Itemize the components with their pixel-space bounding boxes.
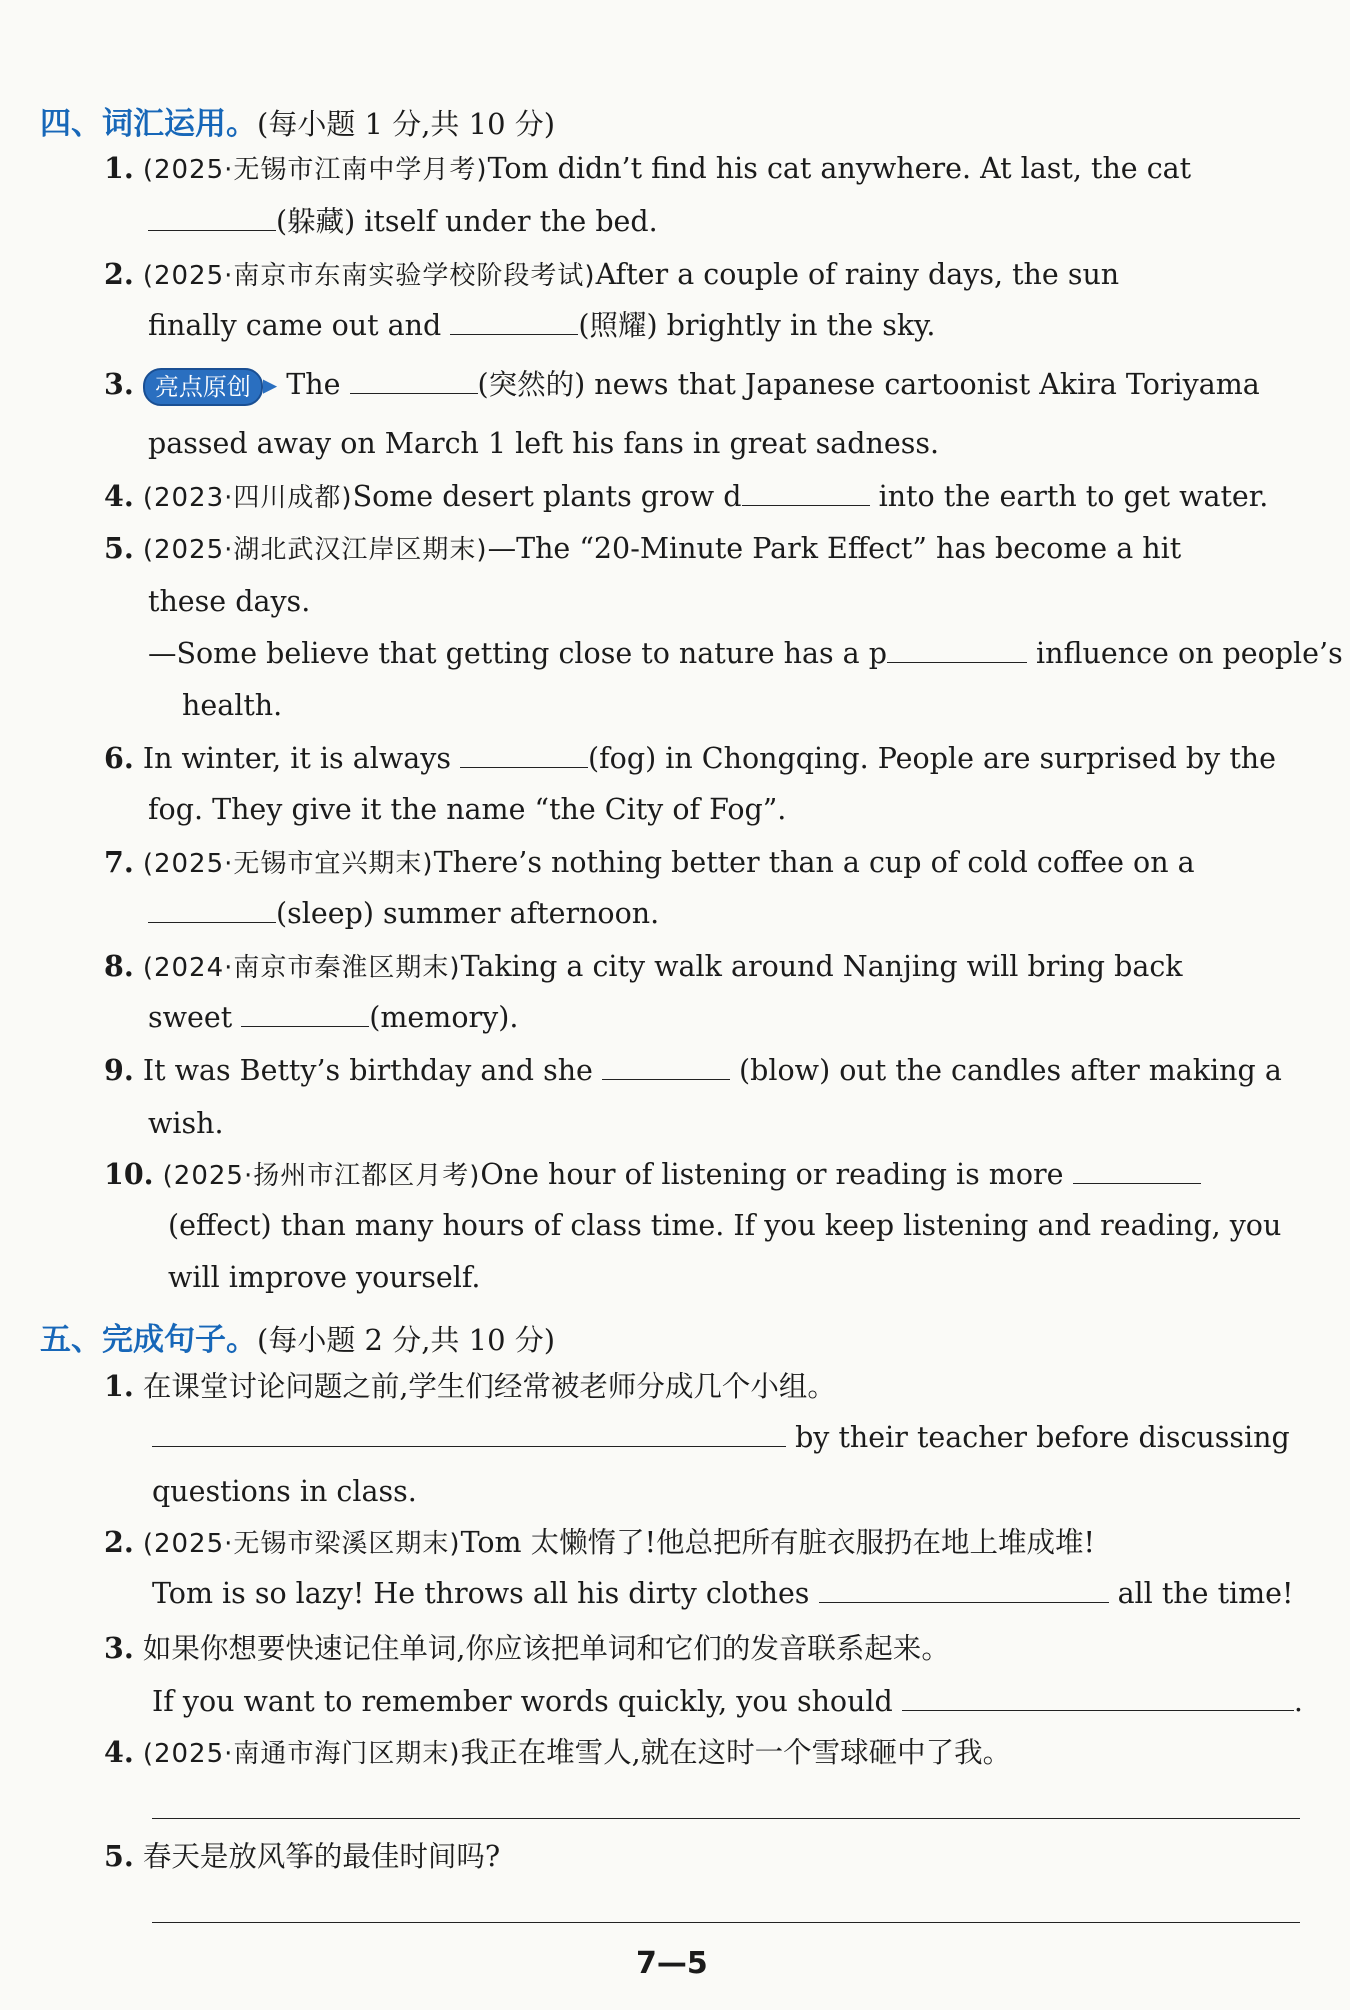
item-chinese: 在课堂讨论问题之前,学生们经常被老师分成几个小组。 bbox=[142, 1370, 836, 1403]
item-number: 5. bbox=[104, 1839, 134, 1873]
answer-blank[interactable] bbox=[1073, 1157, 1201, 1184]
s4-item10-line1 bbox=[104, 1156, 1201, 1194]
item-text: questions in class. bbox=[152, 1475, 417, 1508]
item-text: Tom didn’t find his cat anywhere. At last, the cat bbox=[487, 152, 1192, 185]
section4-title bbox=[40, 98, 555, 143]
item-text: —Some believe that getting close to nature has a p bbox=[148, 637, 887, 670]
item-text: The bbox=[286, 368, 341, 401]
s5-item4-cn bbox=[104, 1734, 1011, 1772]
item-source: (2025·无锡市梁溪区期末) bbox=[142, 1529, 461, 1559]
item-number: 4. bbox=[104, 479, 134, 513]
item-text: . bbox=[1293, 1685, 1303, 1718]
answer-blank[interactable] bbox=[742, 479, 870, 506]
section4-heading: 四、词汇运用。 bbox=[40, 106, 257, 142]
s4-item2-line1 bbox=[104, 256, 1119, 294]
item-text: wish. bbox=[148, 1107, 224, 1140]
item-number: 2. bbox=[104, 257, 134, 291]
s4-item3-line1 bbox=[104, 366, 1260, 406]
item-number: 2. bbox=[104, 1525, 134, 1559]
item-source: (2025·无锡市宜兴期末) bbox=[142, 849, 434, 879]
item-source: (2025·南京市东南实验学校阶段考试) bbox=[142, 261, 596, 291]
item-number: 7. bbox=[104, 845, 134, 879]
answer-blank[interactable] bbox=[887, 636, 1027, 663]
s4-item9-line2 bbox=[148, 1106, 224, 1142]
page-number: 7—5 bbox=[636, 1946, 708, 1981]
s4-item6-line1 bbox=[104, 740, 1276, 777]
item-text: (blow) out the candles after making a bbox=[739, 1054, 1282, 1087]
item-number: 10. bbox=[104, 1157, 154, 1191]
item-text: (fog) in Chongqing. People are surprised by the bbox=[588, 742, 1276, 775]
s4-item4-line1 bbox=[104, 478, 1268, 516]
item-number: 5. bbox=[104, 531, 134, 565]
s4-item9-line1 bbox=[104, 1052, 1282, 1089]
item-text: —The “20-Minute Park Effect” has become a hit bbox=[487, 532, 1182, 565]
item-text: (effect) than many hours of class time. If you keep listening and reading, you bbox=[168, 1209, 1282, 1242]
s5-item1-cn bbox=[104, 1368, 836, 1405]
s5-item3-cn bbox=[104, 1630, 950, 1667]
item-text: sweet bbox=[148, 1001, 233, 1034]
item-text: passed away on March 1 left his fans in great sadness. bbox=[148, 427, 940, 460]
answer-blank[interactable] bbox=[602, 1053, 730, 1080]
item-source: (2023·四川成都) bbox=[142, 483, 353, 513]
answer-blank[interactable] bbox=[152, 1420, 786, 1447]
item-text: all the time! bbox=[1117, 1577, 1294, 1610]
s4-item10-line3 bbox=[168, 1260, 480, 1296]
item-text: If you want to remember words quickly, you should bbox=[152, 1685, 893, 1718]
item-source: (2025·南通市海门区期末) bbox=[142, 1739, 461, 1769]
item-text: After a couple of rainy days, the sun bbox=[595, 258, 1120, 291]
item-text: fog. They give it the name “the City of Fog”. bbox=[148, 793, 787, 826]
item-text: into the earth to get water. bbox=[878, 480, 1269, 513]
item-text: It was Betty’s birthday and she bbox=[142, 1054, 593, 1087]
item-text: One hour of listening or reading is more bbox=[480, 1158, 1064, 1191]
s4-item5-line2 bbox=[148, 584, 310, 620]
s4-item3-line2 bbox=[148, 426, 939, 462]
answer-blank[interactable] bbox=[148, 896, 276, 923]
s5-item2-en bbox=[152, 1576, 1294, 1612]
item-number: 4. bbox=[104, 1735, 134, 1769]
item-chinese: Tom 太懒惰了!他总把所有脏衣服扔在地上堆成堆! bbox=[460, 1526, 1096, 1559]
s5-item1-en2 bbox=[152, 1474, 417, 1510]
section5-score-note: (每小题 2 分,共 10 分) bbox=[257, 1323, 556, 1357]
s4-item2-line2 bbox=[148, 308, 936, 344]
s5-item5-cn bbox=[104, 1838, 500, 1875]
s4-item10-line2 bbox=[168, 1208, 1281, 1244]
s5-item2-cn bbox=[104, 1524, 1095, 1562]
item-text: In winter, it is always bbox=[142, 742, 451, 775]
item-source: (2025·无锡市江南中学月考) bbox=[142, 155, 488, 185]
item-source: (2025·湖北武汉江岸区期末) bbox=[142, 535, 488, 565]
s5-item1-en1 bbox=[152, 1420, 1290, 1456]
item-text: will improve yourself. bbox=[168, 1261, 481, 1294]
item-text: (memory). bbox=[369, 1001, 519, 1034]
item-number: 9. bbox=[104, 1053, 134, 1087]
item-text: Tom is so lazy! He throws all his dirty clothes bbox=[152, 1577, 810, 1610]
answer-blank[interactable] bbox=[819, 1576, 1109, 1603]
item-text: finally came out and bbox=[148, 309, 442, 342]
s4-item7-line2 bbox=[148, 896, 659, 932]
section4-score-note: (每小题 1 分,共 10 分) bbox=[257, 107, 556, 141]
item-text: (突然的) news that Japanese cartoonist Akira Toriyama bbox=[477, 368, 1260, 401]
s4-item8-line2 bbox=[148, 1000, 518, 1036]
answer-blank[interactable] bbox=[350, 367, 478, 394]
s4-item7-line1 bbox=[104, 844, 1195, 882]
item-source: (2025·扬州市江都区月考) bbox=[162, 1161, 481, 1191]
s4-item1-line2 bbox=[148, 204, 658, 240]
answer-line[interactable] bbox=[152, 1818, 1300, 1819]
answer-blank[interactable] bbox=[450, 308, 578, 335]
item-chinese: 春天是放风筝的最佳时间吗? bbox=[142, 1840, 501, 1873]
item-text: these days. bbox=[148, 585, 311, 618]
answer-blank[interactable] bbox=[148, 204, 276, 231]
item-text: Taking a city walk around Nanjing will bring back bbox=[460, 950, 1183, 983]
s4-item8-line1 bbox=[104, 948, 1183, 986]
original-badge: 亮点原创 bbox=[143, 368, 263, 406]
s4-item5-line3 bbox=[148, 636, 1343, 672]
item-text: (躲藏) itself under the bed. bbox=[276, 205, 658, 238]
item-text: (照耀) brightly in the sky. bbox=[578, 309, 936, 342]
answer-line[interactable] bbox=[152, 1922, 1300, 1923]
item-text: by their teacher before discussing bbox=[795, 1421, 1290, 1454]
answer-blank[interactable] bbox=[902, 1684, 1294, 1711]
item-text: There’s nothing better than a cup of cold coffee on a bbox=[433, 846, 1195, 879]
item-text: (sleep) summer afternoon. bbox=[276, 897, 660, 930]
item-number: 3. bbox=[104, 367, 134, 401]
item-chinese: 如果你想要快速记住单词,你应该把单词和它们的发音联系起来。 bbox=[142, 1632, 950, 1665]
s4-item5-line4 bbox=[182, 688, 282, 724]
item-number: 3. bbox=[104, 1631, 134, 1665]
item-source: (2024·南京市秦淮区期末) bbox=[142, 953, 461, 983]
section5-title bbox=[40, 1314, 555, 1359]
badge-arrow-icon: ▸ bbox=[262, 367, 278, 401]
s4-item1-line1 bbox=[104, 150, 1191, 188]
item-chinese: 我正在堆雪人,就在这时一个雪球砸中了我。 bbox=[460, 1736, 1012, 1769]
s4-item6-line2 bbox=[148, 792, 786, 828]
item-text: Some desert plants grow d bbox=[352, 480, 742, 513]
s4-item5-line1 bbox=[104, 530, 1181, 568]
item-text: influence on people’s bbox=[1036, 637, 1343, 670]
section5-heading: 五、完成句子。 bbox=[40, 1322, 257, 1358]
s5-item3-en bbox=[152, 1684, 1303, 1720]
item-number: 1. bbox=[104, 1369, 134, 1403]
item-number: 1. bbox=[104, 151, 134, 185]
answer-blank[interactable] bbox=[460, 741, 588, 768]
item-number: 8. bbox=[104, 949, 134, 983]
item-text: health. bbox=[182, 689, 283, 722]
item-number: 6. bbox=[104, 741, 134, 775]
answer-blank[interactable] bbox=[241, 1000, 369, 1027]
